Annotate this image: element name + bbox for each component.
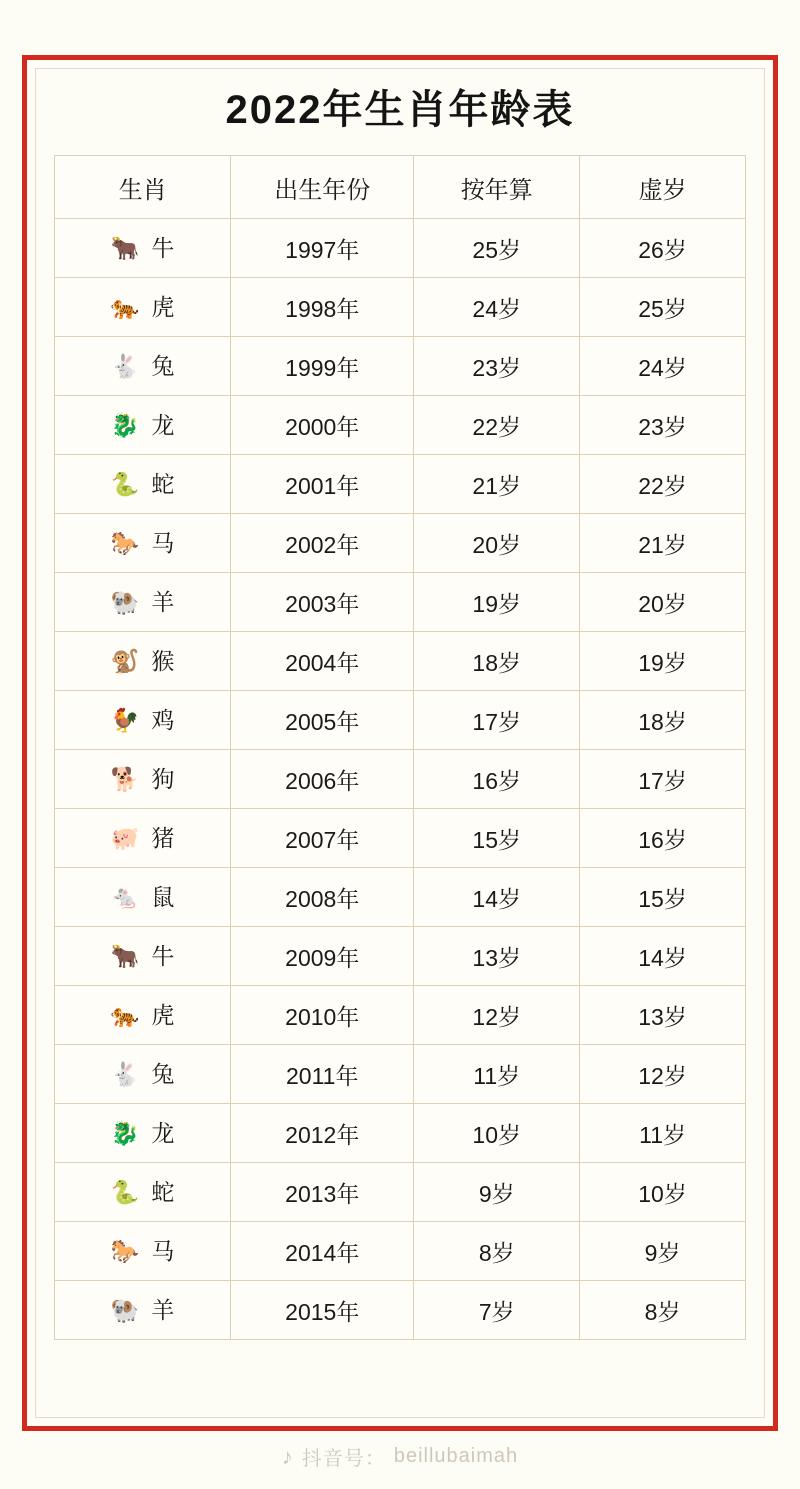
table-row [55, 809, 746, 868]
zodiac-sign-label: 虎 [151, 293, 175, 320]
cell-actual-age: 10岁 [414, 1104, 580, 1163]
cell-nominal-age: 25岁 [580, 278, 746, 337]
zodiac-animal-icon: 🐎 [110, 529, 140, 556]
cell-sign [55, 868, 231, 927]
zodiac-sign-label: 蛇 [151, 470, 175, 497]
cell-actual-age: 19岁 [414, 573, 580, 632]
cell-birth-year: 2002年 [231, 514, 414, 573]
cell-actual-age: 22岁 [414, 396, 580, 455]
cell-birth-year: 2005年 [231, 691, 414, 750]
table-header-row [55, 156, 746, 219]
table-row [55, 573, 746, 632]
cell-sign [55, 1281, 231, 1340]
zodiac-animal-icon: 🐇 [110, 352, 140, 379]
cell-actual-age: 20岁 [414, 514, 580, 573]
table-row [55, 632, 746, 691]
zodiac-animal-icon: 🐕 [110, 765, 140, 792]
cell-sign [55, 1045, 231, 1104]
table-row [55, 278, 746, 337]
cell-actual-age: 11岁 [414, 1045, 580, 1104]
cell-nominal-age: 20岁 [580, 573, 746, 632]
zodiac-animal-icon: 🐏 [110, 588, 140, 615]
zodiac-animal-icon: 🐅 [110, 1001, 140, 1028]
cell-nominal-age: 19岁 [580, 632, 746, 691]
zodiac-animal-icon: 🐍 [110, 470, 140, 497]
cell-sign [55, 1222, 231, 1281]
cell-nominal-age: 26岁 [580, 219, 746, 278]
zodiac-sign-label: 蛇 [151, 1178, 175, 1205]
zodiac-animal-icon: 🐂 [110, 234, 140, 261]
column-header-actual-age: 按年算 [414, 156, 580, 219]
cell-actual-age: 16岁 [414, 750, 580, 809]
cell-actual-age: 21岁 [414, 455, 580, 514]
table-row [55, 1222, 746, 1281]
cell-sign [55, 750, 231, 809]
cell-actual-age: 14岁 [414, 868, 580, 927]
cell-actual-age: 18岁 [414, 632, 580, 691]
zodiac-sign-label: 牛 [151, 234, 175, 261]
zodiac-animal-icon: 🐒 [110, 647, 140, 674]
zodiac-animal-icon: 🐎 [110, 1237, 140, 1264]
cell-nominal-age: 18岁 [580, 691, 746, 750]
zodiac-age-table-container [54, 155, 746, 1340]
cell-birth-year: 2010年 [231, 986, 414, 1045]
zodiac-animal-icon: 🐅 [110, 293, 140, 320]
cell-actual-age: 7岁 [414, 1281, 580, 1340]
table-row [55, 927, 746, 986]
zodiac-sign-label: 兔 [151, 352, 175, 379]
cell-actual-age: 9岁 [414, 1163, 580, 1222]
cell-nominal-age: 14岁 [580, 927, 746, 986]
cell-birth-year: 2007年 [231, 809, 414, 868]
cell-sign [55, 632, 231, 691]
cell-actual-age: 24岁 [414, 278, 580, 337]
zodiac-sign-label: 马 [151, 529, 175, 556]
cell-birth-year: 2004年 [231, 632, 414, 691]
cell-birth-year: 2015年 [231, 1281, 414, 1340]
zodiac-animal-icon: 🐍 [110, 1178, 140, 1205]
cell-nominal-age: 24岁 [580, 337, 746, 396]
table-row [55, 337, 746, 396]
zodiac-sign-label: 牛 [151, 942, 175, 969]
cell-actual-age: 17岁 [414, 691, 580, 750]
cell-sign [55, 573, 231, 632]
cell-birth-year: 1997年 [231, 219, 414, 278]
cell-birth-year: 2003年 [231, 573, 414, 632]
cell-sign [55, 986, 231, 1045]
column-header-birth-year: 出生年份 [231, 156, 414, 219]
cell-sign [55, 396, 231, 455]
zodiac-sign-label: 龙 [151, 411, 175, 438]
table-row [55, 1163, 746, 1222]
table-row [55, 1104, 746, 1163]
cell-nominal-age: 16岁 [580, 809, 746, 868]
music-note-icon: ♪ [281, 1443, 294, 1469]
zodiac-age-table [54, 155, 746, 1340]
zodiac-sign-label: 鸡 [151, 706, 175, 733]
zodiac-sign-label: 马 [151, 1237, 175, 1264]
cell-sign [55, 219, 231, 278]
cell-actual-age: 25岁 [414, 219, 580, 278]
cell-birth-year: 2013年 [231, 1163, 414, 1222]
zodiac-sign-label: 鼠 [151, 883, 175, 910]
cell-actual-age: 12岁 [414, 986, 580, 1045]
column-header-sign: 生肖 [55, 156, 231, 219]
cell-nominal-age: 21岁 [580, 514, 746, 573]
zodiac-sign-label: 羊 [151, 588, 175, 615]
zodiac-animal-icon: 🐉 [110, 1119, 140, 1146]
cell-birth-year: 2011年 [231, 1045, 414, 1104]
watermark-label: 抖音号： [301, 1448, 386, 1470]
cell-sign [55, 927, 231, 986]
cell-birth-year: 2008年 [231, 868, 414, 927]
cell-birth-year: 2009年 [231, 927, 414, 986]
table-row [55, 868, 746, 927]
zodiac-sign-label: 狗 [151, 765, 175, 792]
zodiac-sign-label: 猴 [151, 647, 175, 674]
zodiac-animal-icon: 🐖 [110, 824, 140, 851]
table-row [55, 396, 746, 455]
table-row [55, 455, 746, 514]
table-row [55, 219, 746, 278]
zodiac-animal-icon: 🐉 [110, 411, 140, 438]
table-row [55, 514, 746, 573]
cell-actual-age: 23岁 [414, 337, 580, 396]
zodiac-animal-icon: 🐁 [110, 883, 140, 910]
cell-sign [55, 514, 231, 573]
cell-sign [55, 278, 231, 337]
cell-nominal-age: 10岁 [580, 1163, 746, 1222]
zodiac-animal-icon: 🐂 [110, 942, 140, 969]
cell-nominal-age: 22岁 [580, 455, 746, 514]
table-row [55, 691, 746, 750]
cell-actual-age: 8岁 [414, 1222, 580, 1281]
cell-birth-year: 2012年 [231, 1104, 414, 1163]
zodiac-animal-icon: 🐇 [110, 1060, 140, 1087]
zodiac-sign-label: 猪 [151, 824, 175, 851]
cell-nominal-age: 12岁 [580, 1045, 746, 1104]
zodiac-sign-label: 龙 [151, 1119, 175, 1146]
cell-sign [55, 337, 231, 396]
table-row [55, 1281, 746, 1340]
cell-birth-year: 2006年 [231, 750, 414, 809]
cell-nominal-age: 9岁 [580, 1222, 746, 1281]
cell-sign [55, 1104, 231, 1163]
cell-birth-year: 1999年 [231, 337, 414, 396]
cell-sign [55, 455, 231, 514]
cell-actual-age: 15岁 [414, 809, 580, 868]
zodiac-sign-label: 兔 [151, 1060, 175, 1087]
cell-nominal-age: 8岁 [580, 1281, 746, 1340]
cell-sign [55, 809, 231, 868]
cell-nominal-age: 13岁 [580, 986, 746, 1045]
zodiac-sign-label: 虎 [151, 1001, 175, 1028]
table-row [55, 986, 746, 1045]
cell-sign [55, 1163, 231, 1222]
zodiac-animal-icon: 🐏 [110, 1296, 140, 1323]
cell-nominal-age: 11岁 [580, 1104, 746, 1163]
table-body [55, 219, 746, 1340]
cell-birth-year: 2001年 [231, 455, 414, 514]
cell-nominal-age: 23岁 [580, 396, 746, 455]
cell-sign [55, 691, 231, 750]
table-row [55, 1045, 746, 1104]
table-row [55, 750, 746, 809]
page-title: 2022年生肖年龄表 [225, 88, 575, 132]
watermark [0, 1442, 800, 1471]
zodiac-animal-icon: 🐓 [110, 706, 140, 733]
column-header-nominal-age: 虚岁 [580, 156, 746, 219]
cell-actual-age: 13岁 [414, 927, 580, 986]
cell-nominal-age: 15岁 [580, 868, 746, 927]
watermark-handle: beillubaimah [393, 1445, 519, 1467]
zodiac-sign-label: 羊 [151, 1296, 175, 1323]
cell-birth-year: 2014年 [231, 1222, 414, 1281]
cell-birth-year: 2000年 [231, 396, 414, 455]
cell-birth-year: 1998年 [231, 278, 414, 337]
cell-nominal-age: 17岁 [580, 750, 746, 809]
